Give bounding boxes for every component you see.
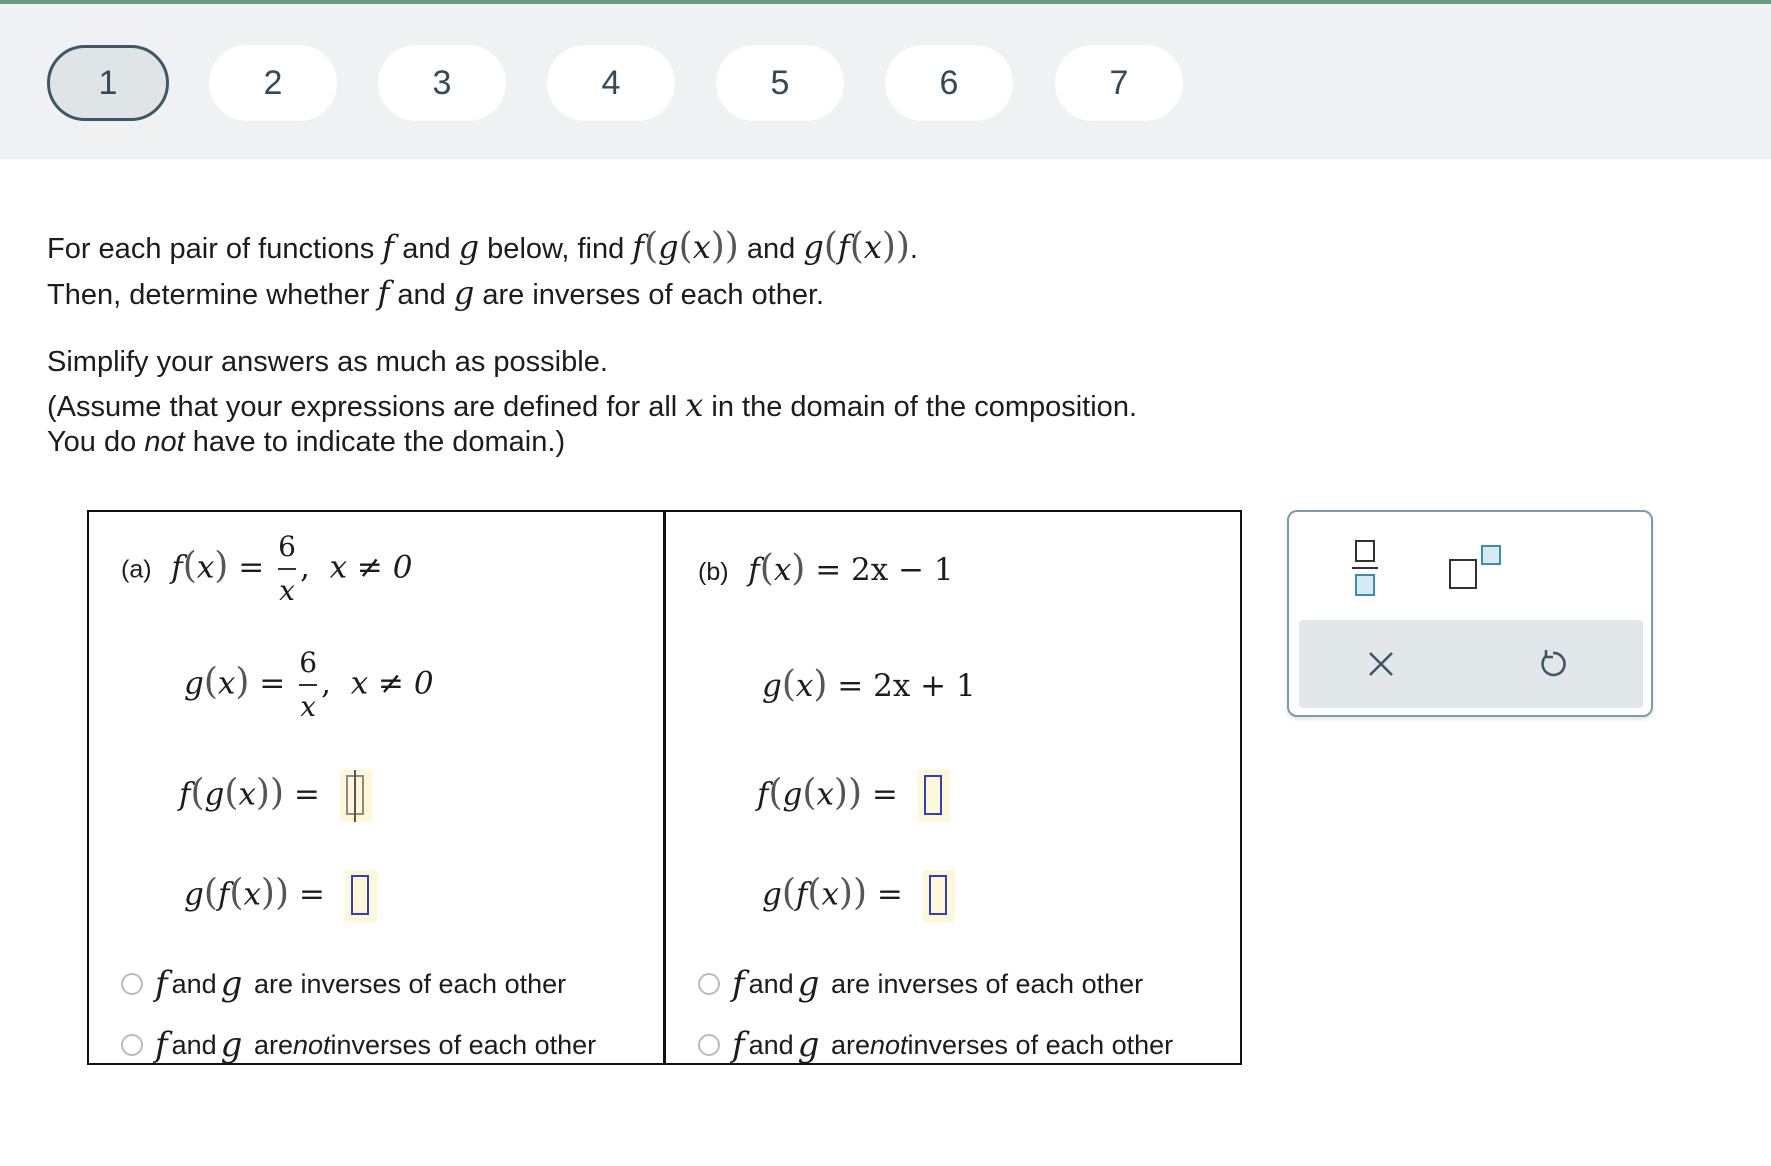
clear-button[interactable] bbox=[1349, 632, 1413, 696]
instruction-line-5: You do not have to indicate the domain.) bbox=[47, 426, 566, 458]
step-label: 7 bbox=[1109, 63, 1129, 102]
step-label: 1 bbox=[98, 63, 118, 102]
part-a-option-inverses[interactable]: f and g are inverses of each other bbox=[121, 964, 566, 1004]
step-button-6[interactable] bbox=[885, 45, 1013, 121]
step-label: 5 bbox=[770, 63, 790, 102]
part-b-option-inverses[interactable]: f and g are inverses of each other bbox=[698, 964, 1143, 1004]
radio-button[interactable] bbox=[698, 973, 720, 995]
undo-icon bbox=[1537, 648, 1569, 680]
clear-icon bbox=[1367, 650, 1395, 678]
part-b-gof-row: g(f(x)) = bbox=[762, 870, 955, 922]
radio-button[interactable] bbox=[698, 1034, 720, 1056]
part-a-g-fraction: $\frac{6}{x}$ bbox=[299, 646, 318, 723]
step-button-3[interactable] bbox=[378, 45, 506, 121]
question-step-bar bbox=[0, 4, 1771, 159]
part-b-fog-answer-input[interactable] bbox=[918, 770, 950, 822]
part-a-fog-answer-input[interactable] bbox=[340, 770, 372, 822]
part-a-gof-row: g(f(x)) = bbox=[184, 870, 377, 922]
step-label: 4 bbox=[601, 63, 621, 102]
undo-button[interactable] bbox=[1521, 632, 1585, 696]
step-label: 2 bbox=[263, 63, 283, 102]
step-button-1[interactable] bbox=[47, 45, 169, 121]
fraction-icon bbox=[1350, 539, 1380, 597]
part-a-panel bbox=[87, 510, 665, 1065]
instruction-line-4: (Assume that your expressions are defined for all x in the domain of the composition. bbox=[47, 386, 1137, 424]
part-a-option-not-inverses[interactable]: f and g are not inverses of each other bbox=[121, 1025, 596, 1065]
part-a-g-definition: g(x) = $\frac{6}{x}$ , x ≠ 0 bbox=[184, 646, 434, 723]
part-b-gof-answer-input[interactable] bbox=[923, 870, 955, 922]
part-a-gof-answer-input[interactable] bbox=[345, 870, 377, 922]
step-label: 3 bbox=[432, 63, 452, 102]
radio-button[interactable] bbox=[121, 1034, 143, 1056]
step-button-7[interactable] bbox=[1055, 45, 1183, 121]
part-b-f-definition: (b) f(x) = 2x − 1 bbox=[698, 548, 954, 589]
part-a-f-definition: (a) f(x) = $\frac{6}{x}$ , x ≠ 0 bbox=[121, 530, 413, 607]
instruction-line-3: Simplify your answers as much as possible. bbox=[47, 346, 608, 378]
superscript-button[interactable] bbox=[1439, 532, 1511, 604]
instruction-line-1: For each pair of functions f and g below, find f(g(x)) and g(f(x)). bbox=[47, 226, 918, 267]
part-b-g-definition: g(x) = 2x + 1 bbox=[762, 664, 976, 705]
part-b-option-not-inverses[interactable]: f and g are not inverses of each other bbox=[698, 1025, 1173, 1065]
instruction-line-2: Then, determine whether f and g are inverses of each other. bbox=[47, 274, 825, 312]
part-a-f-fraction: $\frac{6}{x}$ bbox=[278, 530, 296, 607]
step-button-2[interactable] bbox=[209, 45, 337, 121]
math-input-toolbar bbox=[1287, 510, 1653, 717]
radio-button[interactable] bbox=[121, 973, 143, 995]
toolbar-action-row bbox=[1299, 620, 1643, 708]
part-b-fog-row: f(g(x)) = bbox=[757, 770, 950, 822]
fraction-button[interactable] bbox=[1329, 532, 1401, 604]
step-button-5[interactable] bbox=[716, 45, 844, 121]
step-label: 6 bbox=[939, 63, 959, 102]
part-a-fog-row: f(g(x)) = bbox=[179, 770, 372, 822]
superscript-icon bbox=[1448, 544, 1502, 592]
part-b-panel bbox=[664, 510, 1242, 1065]
step-button-4[interactable] bbox=[547, 45, 675, 121]
